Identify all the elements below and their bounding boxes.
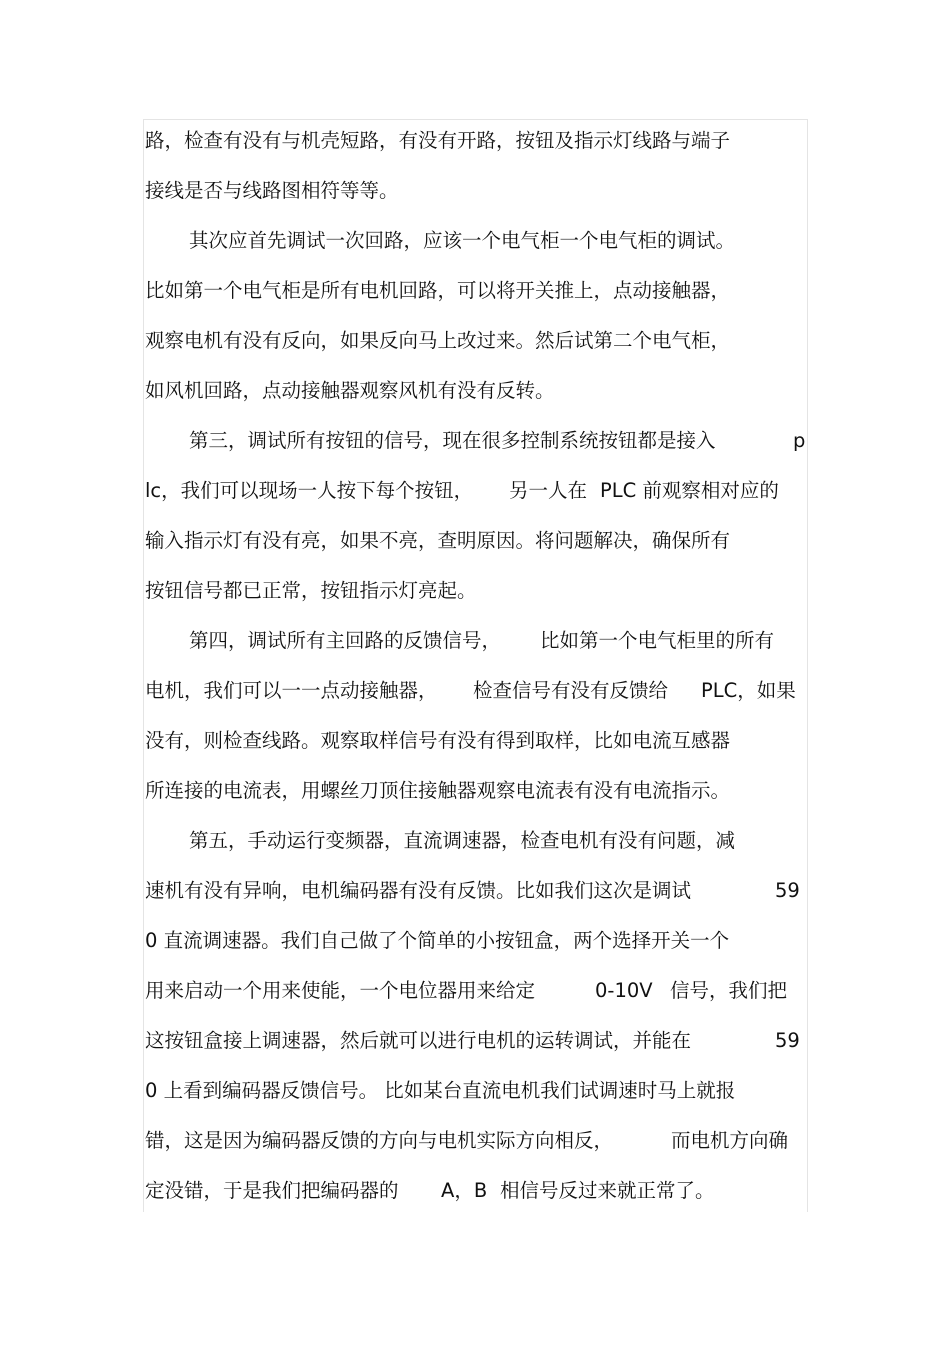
text-line — [145, 1176, 805, 1206]
line-text: 如风机回路，点动接触器观察风机有没有反转。 — [145, 379, 555, 402]
text-line — [145, 326, 805, 356]
text-line — [145, 576, 805, 606]
line-tail-text: 而电机方向确 — [671, 1129, 789, 1152]
text-line — [145, 1026, 805, 1056]
text-line — [145, 176, 805, 206]
line-tail-text: 59 — [775, 879, 800, 902]
paragraph-first-line — [145, 826, 805, 856]
text-line — [145, 276, 805, 306]
line-text: 接线是否与线路图相符等等。 — [145, 179, 399, 202]
text-line — [145, 676, 805, 706]
line-tail-text: 比如第一个电气柜里的所有 — [540, 629, 775, 652]
line-text: 第三，调试所有按钮的信号，现在很多控制系统按钮都是接入 — [189, 429, 716, 452]
line-text: 错，这是因为编码器反馈的方向与电机实际方向相反， — [145, 1129, 614, 1152]
line-text: 速机有没有异响，电机编码器有没有反馈。比如我们这次是调试 — [145, 879, 692, 902]
page-frame-top-border — [143, 119, 808, 120]
text-line — [145, 126, 805, 156]
line-text: 定没错，于是我们把编码器的 — [145, 1179, 399, 1202]
line-mid-text: A，B — [441, 1179, 488, 1202]
line-text: 其次应首先调试一次回路，应该一个电气柜一个电气柜的调试。 — [189, 229, 736, 252]
line-text: 0 上看到编码器反馈信号。 比如某台直流电机我们试调速时马上就报 — [145, 1079, 736, 1102]
text-line — [145, 376, 805, 406]
text-line — [145, 976, 805, 1006]
line-mid-text: 0-10V — [595, 979, 653, 1002]
line-tail-text: 相信号反过来就正常了。 — [500, 1179, 715, 1202]
text-line — [145, 1076, 805, 1106]
line-text: lc，我们可以现场一人按下每个按钮， — [145, 479, 474, 502]
line-text: 电机，我们可以一一点动接触器， — [145, 679, 438, 702]
text-line — [145, 1126, 805, 1156]
line-mid-text: 另一人在 — [509, 479, 588, 502]
line-text: 按钮信号都已正常，按钮指示灯亮起。 — [145, 579, 477, 602]
page-frame-left-border — [143, 119, 144, 1212]
text-line — [145, 726, 805, 756]
line-text: 没有，则检查线路。观察取样信号有没有得到取样，比如电流互感器 — [145, 729, 731, 752]
paragraph-first-line — [145, 226, 805, 256]
paragraph-first-line — [145, 626, 805, 656]
line-text: 比如第一个电气柜是所有电机回路，可以将开关推上，点动接触器， — [145, 279, 731, 302]
line-text: 观察电机有没有反向，如果反向马上改过来。然后试第二个电气柜， — [145, 329, 731, 352]
line-text: 第四，调试所有主回路的反馈信号， — [189, 629, 502, 652]
line-text: 第五，手动运行变频器，直流调速器，检查电机有没有问题，减 — [189, 829, 736, 852]
line-text: 这按钮盒接上调速器，然后就可以进行电机的运转调试，并能在 — [145, 1029, 692, 1052]
line-text: 0 直流调速器。我们自己做了个简单的小按钮盒，两个选择开关一个 — [145, 929, 730, 952]
text-line — [145, 476, 805, 506]
line-text: 所连接的电流表，用螺丝刀顶住接触器观察电流表有没有电流指示。 — [145, 779, 731, 802]
text-line — [145, 526, 805, 556]
line-text: 用来启动一个用来使能，一个电位器用来给定 — [145, 979, 536, 1002]
line-mid-text: 检查信号有没有反馈给 — [473, 679, 669, 702]
line-text: 路，检查有没有与机壳短路，有没有开路，按钮及指示灯线路与端子 — [145, 129, 731, 152]
page-frame-right-border — [807, 119, 808, 1212]
paragraph-first-line — [145, 426, 805, 456]
line-tail-text: 信号，我们把 — [670, 979, 788, 1002]
line-tail-text: p — [793, 429, 806, 452]
text-line — [145, 926, 805, 956]
line-tail-text: PLC 前观察相对应的 — [600, 479, 779, 502]
text-line — [145, 876, 805, 906]
text-line — [145, 776, 805, 806]
line-tail-text: PLC，如果 — [701, 679, 796, 702]
line-text: 输入指示灯有没有亮，如果不亮，查明原因。将问题解决，确保所有 — [145, 529, 731, 552]
line-tail-text: 59 — [775, 1029, 800, 1052]
